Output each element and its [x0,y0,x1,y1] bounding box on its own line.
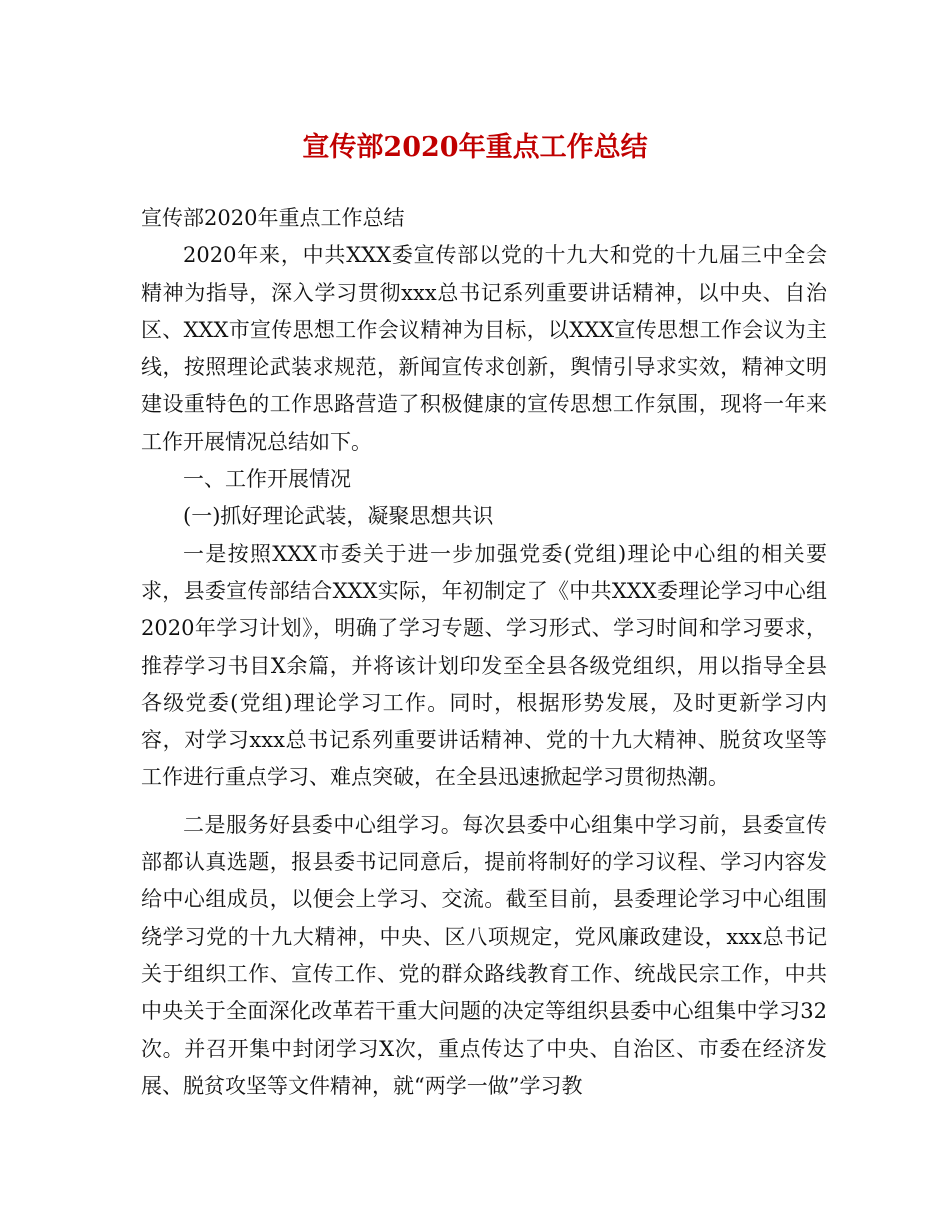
intro-paragraph: 2020年来，中共XXX委宣传部以党的十九大和党的十九届三中全会精神为指导，深入学习贯彻xxx总书记系列重要讲话精神，以中央、自治区、XXX市宣传思想工作会议精神为目标，以XXX宣传思想工作会议为主线，按照理论武装求规范，新闻宣传求创新，舆情引导求实效，精神文明建设重特色的工作思路营造了积极健康的宣传思想工作氛围，现将一年来工作开展情况总结如下。 [141,243,827,454]
document-title: 宣传部2020年重点工作总结 [302,132,648,163]
paragraph-item-1: 一是按照XXX市委关于进一步加强党委(党组)理论中心组的相关要求，县委宣传部结合XXX实际，年初制定了《中共XXX委理论学习中心组2020年学习计划》，明确了学习专题、学习形式、学习时间和学习要求，推荐学习书目X余篇，并将该计划印发至全县各级党组织，用以指导全县各级党委(党组)理论学习工作。同时，根据形势发展，及时更新学习内容，对学习xxx总书记系列重要讲话精神、党的十九大精神、脱贫攻坚等工作进行重点学习、难点突破，在全县迅速掀起学习贯彻热潮。 [141,541,827,790]
subsection-heading: (一)抓好理论武装，凝聚思想共识 [183,504,494,529]
subtitle-paragraph: 宣传部2020年重点工作总结 [141,206,405,230]
paragraph-item-2: 二是服务好县委中心组学习。每次县委中心组集中学习前，县委宣传部都认真选题，报县委书记同意后，提前将制好的学习议程、学习内容发给中心组成员，以便会上学习、交流。截至目前，县委理论学习中心组围绕学习党的十九大精神，中央、区八项规定，党风廉政建设，xxx总书记关于组织工作、宣传工作、党的群众路线教育工作、统战民宗工作，中共中央关于全面深化改革若干重大问题的决定等组织县委中心组集中学习32次。并召开集中封闭学习X次，重点传达了中央、自治区、市委在经济发展、脱贫攻坚等文件精神，就“两学一做”学习教 [141,812,827,1098]
document-body [141,200,827,1105]
section-heading: 一、工作开展情况 [183,467,351,492]
